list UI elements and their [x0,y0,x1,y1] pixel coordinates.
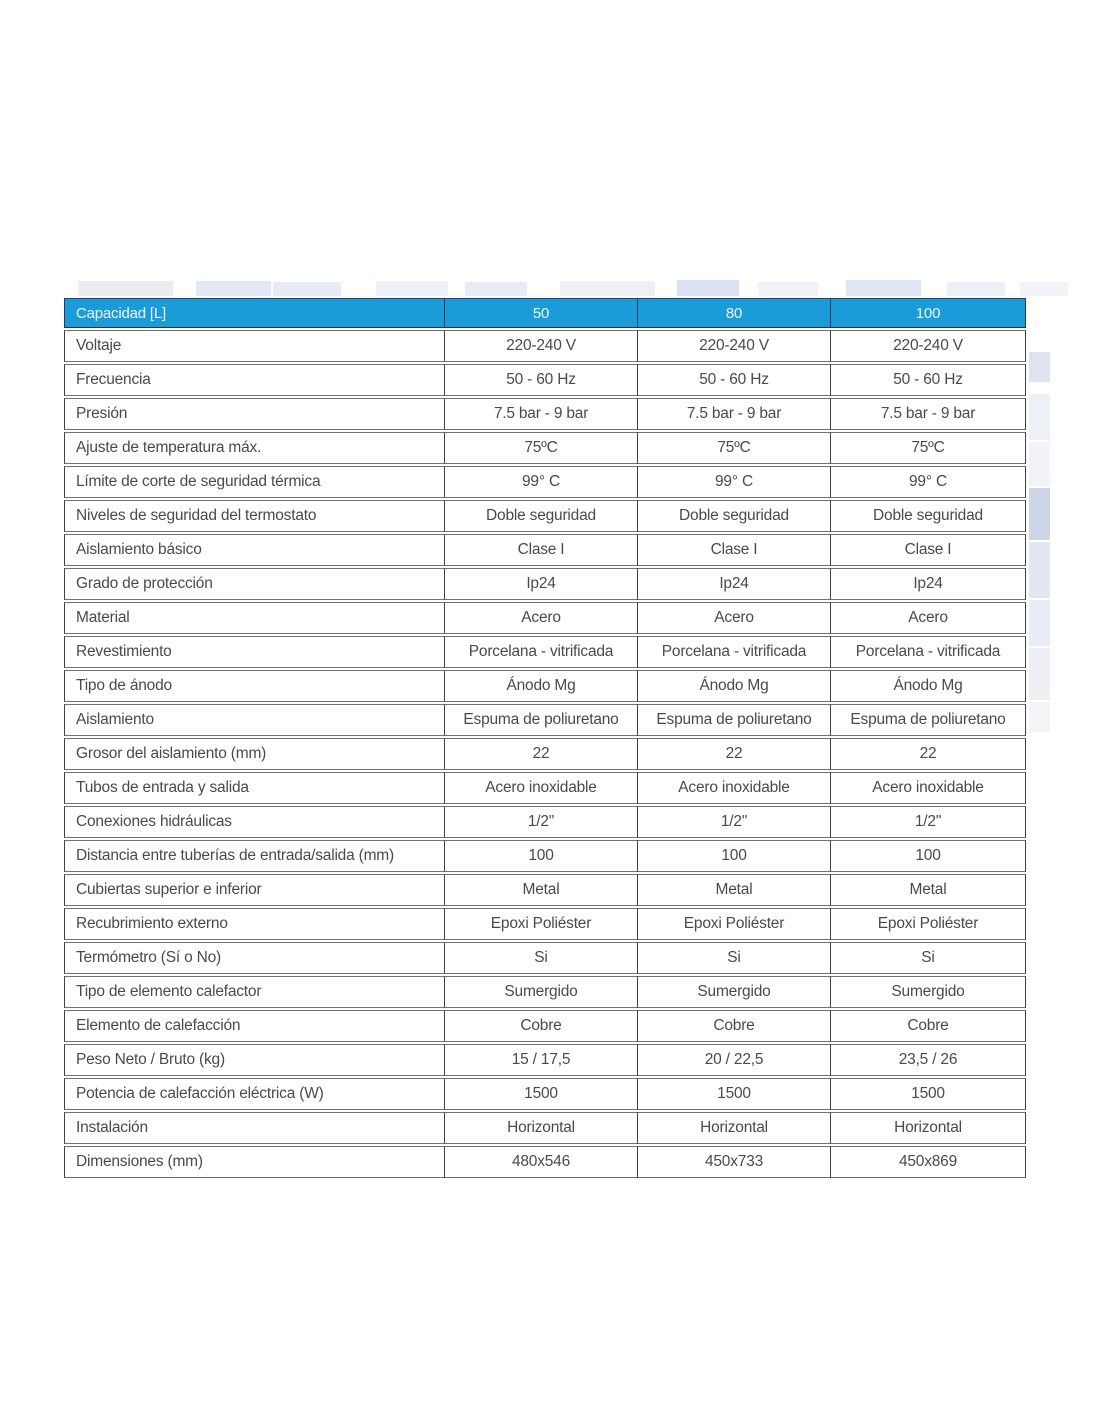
row-value: Acero [831,602,1026,634]
row-label: Distancia entre tuberías de entrada/salida (mm) [64,840,445,872]
watermark-artifact [677,280,739,296]
spec-table-body [64,330,1026,1178]
row-value: Ánodo Mg [831,670,1026,702]
row-value: Doble seguridad [445,500,638,532]
table-row [64,636,1026,668]
row-label: Elemento de calefacción [64,1010,445,1042]
row-label: Conexiones hidráulicas [64,806,445,838]
row-value: Doble seguridad [831,500,1026,532]
row-value: 22 [831,738,1026,770]
row-label: Instalación [64,1112,445,1144]
row-value: 75ºC [831,432,1026,464]
watermark-artifact [560,281,655,296]
table-row [64,670,1026,702]
row-value: Clase I [831,534,1026,566]
row-label: Niveles de seguridad del termostato [64,500,445,532]
table-row [64,602,1026,634]
watermark-artifact [1029,394,1050,440]
row-value: Acero [638,602,831,634]
row-value: Espuma de poliuretano [638,704,831,736]
watermark-artifact [1029,442,1050,486]
table-row [64,976,1026,1008]
table-row [64,772,1026,804]
row-value: Porcelana - vitrificada [638,636,831,668]
watermark-artifact [196,281,271,296]
row-label: Grado de protección [64,568,445,600]
table-row [64,840,1026,872]
row-value: Horizontal [445,1112,638,1144]
row-value: Clase I [445,534,638,566]
row-value: Ip24 [831,568,1026,600]
watermark-artifact [1029,600,1050,646]
row-value: 100 [831,840,1026,872]
row-value: Cobre [638,1010,831,1042]
spec-table [64,296,1026,1180]
row-value: 23,5 / 26 [831,1044,1026,1076]
table-row [64,466,1026,498]
row-value: Ip24 [638,568,831,600]
row-value: Espuma de poliuretano [831,704,1026,736]
header-col-80: 80 [638,298,831,328]
header-col-100: 100 [831,298,1026,328]
row-label: Peso Neto / Bruto (kg) [64,1044,445,1076]
watermark-artifact [758,282,818,296]
row-value: 75ºC [638,432,831,464]
row-value: 100 [638,840,831,872]
row-value: Acero inoxidable [831,772,1026,804]
row-value: Metal [445,874,638,906]
row-value: Acero inoxidable [638,772,831,804]
row-label: Ajuste de temperatura máx. [64,432,445,464]
watermark-artifact [947,282,1005,296]
row-value: Horizontal [831,1112,1026,1144]
row-value: Si [831,942,1026,974]
row-label: Tubos de entrada y salida [64,772,445,804]
watermark-artifact [1029,702,1050,732]
table-row [64,806,1026,838]
row-label: Termómetro (Sí o No) [64,942,445,974]
row-label: Presión [64,398,445,430]
row-value: Ánodo Mg [445,670,638,702]
row-value: 220-240 V [831,330,1026,362]
row-label: Dimensiones (mm) [64,1146,445,1178]
row-value: 220-240 V [445,330,638,362]
row-value: Cobre [445,1010,638,1042]
row-value: Si [638,942,831,974]
table-row [64,330,1026,362]
row-value: Acero [445,602,638,634]
row-label: Recubrimiento externo [64,908,445,940]
row-label: Límite de corte de seguridad térmica [64,466,445,498]
row-value: 1/2" [638,806,831,838]
row-label: Frecuencia [64,364,445,396]
row-value: 1/2" [831,806,1026,838]
row-value: 99° C [831,466,1026,498]
watermark-artifact [1029,648,1050,700]
row-value: 100 [445,840,638,872]
row-value: 1500 [445,1078,638,1110]
row-label: Tipo de ánodo [64,670,445,702]
row-value: 99° C [445,466,638,498]
row-value: 99° C [638,466,831,498]
header-capacity-label: Capacidad [L] [64,298,445,328]
watermark-artifact [273,282,341,296]
table-row [64,1146,1026,1178]
row-value: Si [445,942,638,974]
row-label: Potencia de calefacción eléctrica (W) [64,1078,445,1110]
row-label: Cubiertas superior e inferior [64,874,445,906]
row-value: 220-240 V [638,330,831,362]
row-value: 20 / 22,5 [638,1044,831,1076]
row-value: 50 - 60 Hz [445,364,638,396]
row-value: 450x869 [831,1146,1026,1178]
row-value: 480x546 [445,1146,638,1178]
row-value: 15 / 17,5 [445,1044,638,1076]
row-value: Metal [831,874,1026,906]
row-value: Epoxi Poliéster [831,908,1026,940]
row-value: 22 [445,738,638,770]
table-row [64,534,1026,566]
watermark-artifact [1029,488,1050,540]
table-row [64,500,1026,532]
table-row [64,874,1026,906]
row-value: 7.5 bar - 9 bar [831,398,1026,430]
row-value: 7.5 bar - 9 bar [638,398,831,430]
table-header-row [64,298,1026,328]
row-value: Acero inoxidable [445,772,638,804]
watermark-artifact [376,281,448,296]
watermark-artifact [465,282,527,296]
watermark-artifact [1020,282,1068,296]
watermark-artifact [846,280,921,296]
row-label: Aislamiento [64,704,445,736]
header-col-50: 50 [445,298,638,328]
row-value: Epoxi Poliéster [638,908,831,940]
row-value: Epoxi Poliéster [445,908,638,940]
row-value: 75ºC [445,432,638,464]
row-value: Metal [638,874,831,906]
row-value: 450x733 [638,1146,831,1178]
row-value: 7.5 bar - 9 bar [445,398,638,430]
row-value: 50 - 60 Hz [638,364,831,396]
row-value: Sumergido [638,976,831,1008]
table-row [64,942,1026,974]
table-row [64,568,1026,600]
row-label: Grosor del aislamiento (mm) [64,738,445,770]
row-label: Material [64,602,445,634]
row-value: Cobre [831,1010,1026,1042]
row-value: Espuma de poliuretano [445,704,638,736]
table-row [64,1044,1026,1076]
row-value: 1/2" [445,806,638,838]
table-row [64,1078,1026,1110]
row-value: Porcelana - vitrificada [831,636,1026,668]
table-row [64,364,1026,396]
row-value: Ip24 [445,568,638,600]
table-row [64,738,1026,770]
row-label: Voltaje [64,330,445,362]
watermark-artifact [1029,352,1050,382]
table-row [64,432,1026,464]
watermark-artifact [78,281,173,296]
row-value: 1500 [638,1078,831,1110]
row-value: 50 - 60 Hz [831,364,1026,396]
watermark-artifact [1029,542,1050,598]
row-value: 1500 [831,1078,1026,1110]
row-value: Horizontal [638,1112,831,1144]
table-row [64,398,1026,430]
table-row [64,704,1026,736]
row-value: Doble seguridad [638,500,831,532]
row-label: Tipo de elemento calefactor [64,976,445,1008]
row-label: Revestimiento [64,636,445,668]
table-row [64,1112,1026,1144]
table-row [64,908,1026,940]
row-label: Aislamiento básico [64,534,445,566]
row-value: Sumergido [445,976,638,1008]
row-value: Sumergido [831,976,1026,1008]
row-value: Porcelana - vitrificada [445,636,638,668]
row-value: Ánodo Mg [638,670,831,702]
row-value: Clase I [638,534,831,566]
table-row [64,1010,1026,1042]
row-value: 22 [638,738,831,770]
